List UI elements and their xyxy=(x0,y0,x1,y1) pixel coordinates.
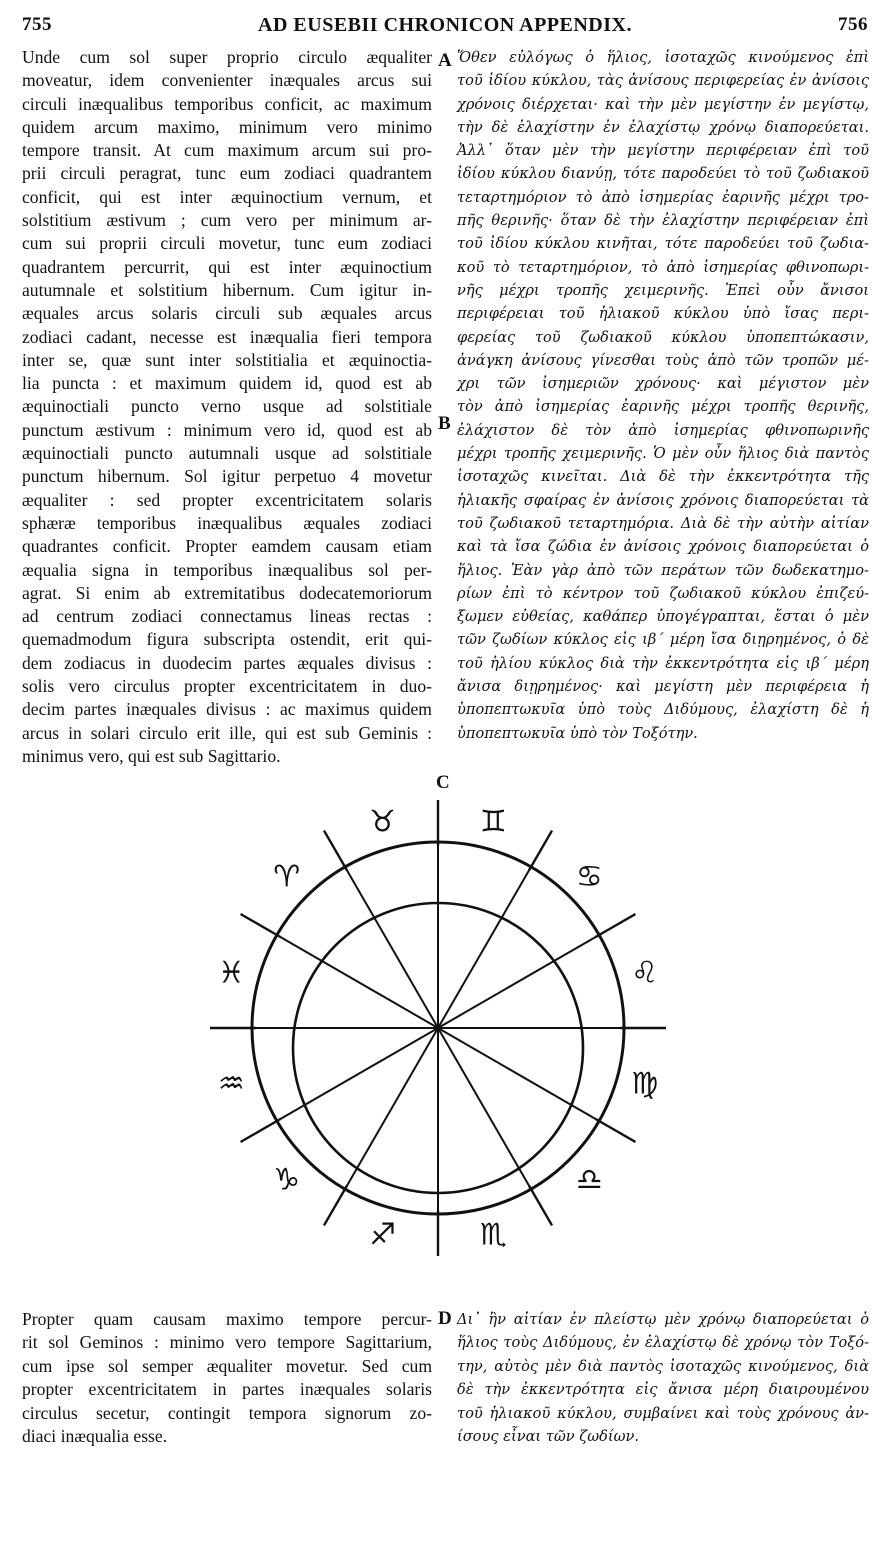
text-line: tempore transit. At cum maximum arcum sui pro- xyxy=(22,140,432,161)
zodiac-sign-icon: ♋ xyxy=(575,859,603,895)
text-line: quadrantes conficit. Propter eamdem causam etiam xyxy=(22,536,432,557)
text-line: τὴν δὲ ἐλαχίστην ἐν ἐλαχίστῳ χρόνῳ διαπορεύεται. xyxy=(457,118,869,136)
left-page-number: 755 xyxy=(22,14,52,35)
division-line xyxy=(345,867,438,1028)
text-line: ἀνάγκη ἀνίσους γίνεσθαι τοὺς ἀπὸ τῶν τροπῶν μέ- xyxy=(457,351,869,369)
division-line xyxy=(438,935,599,1028)
text-line: æquinoctiali puncto autumnali usque ad solstitiale xyxy=(22,443,432,464)
division-line xyxy=(277,935,438,1028)
text-line: lia puncta : et maximum quidem id, quod est ab xyxy=(22,373,432,394)
division-tick xyxy=(529,831,552,871)
text-line: æquales arcus solaris circuli sub æquales arcus xyxy=(22,303,432,324)
greek-column-lower xyxy=(457,1308,869,1448)
text-line: Unde cum sol super proprio circulo æqualiter xyxy=(22,47,432,67)
division-line xyxy=(277,1028,438,1121)
latin-column-upper xyxy=(22,46,432,768)
text-line: φερείας τοῦ ζωδιακοῦ κύκλου ὑποπεπτώκασιν, xyxy=(457,328,869,346)
text-line: solis vero circulus propter excentricitatem in duo- xyxy=(22,676,432,697)
division-line xyxy=(438,1028,599,1121)
text-line: ξωμεν εὐθείας, καθάπερ ὑπογέγραπται, ἔσται ὁ μὲν xyxy=(457,608,869,626)
zodiac-sign-icon: ♏ xyxy=(479,1217,507,1253)
text-line: inter se, quæ sunt inter solstitialia et æquinoctia- xyxy=(22,349,432,370)
text-line: ἰδίου κύκλου διανύῃ, τότε παροδεύει τὸ τοῦ ζωδιακοῦ xyxy=(457,165,869,183)
division-tick xyxy=(324,831,347,871)
text-line: conficit, qui est inter æquinoctium vernum, et xyxy=(22,186,432,207)
text-line: νῆς μέχρι τροπῆς χειμερινῆς. Ἐπεὶ οὖν ἄνισοι xyxy=(457,281,869,299)
text-line: cum sui proprii circuli movetur, tunc eum zodiaci xyxy=(22,233,432,254)
section-marker-b: B xyxy=(438,413,451,434)
text-line: ίσους εἶναι τῶν ζωδίων. xyxy=(457,1428,640,1446)
zodiac-sign-icon: ♐ xyxy=(369,1217,397,1253)
text-line: ad centrum zodiaci connectamus lineas rectas : xyxy=(22,606,432,627)
text-line: μέχρι τροπῆς χειμερινῆς. Ὁ μὲν οὖν ἥλιος διὰ παντὸς xyxy=(457,445,869,463)
text-line: autumnale et solstitium hibernum. Cum igitur in- xyxy=(22,279,432,300)
division-tick xyxy=(324,1186,347,1226)
text-line: circulus secetur, contingit tempora signorum zo- xyxy=(22,1402,432,1423)
text-line: δὲ τὴν ἐκκεντρότητα εἰς ἄνισα μέρη διαιρουμένου xyxy=(457,1381,869,1399)
text-line: πῆς θερινῆς· ὅταν δὲ τὴν ἐλαχίστην περιφέρειαν ἐπὶ xyxy=(457,212,869,230)
text-line: æqualiter : sed propter excentricitatem solaris xyxy=(22,489,432,510)
right-page-number: 756 xyxy=(838,14,868,35)
text-line: sphæræ temporibus inæqualibus æquales zodiaci xyxy=(22,512,432,533)
zodiac-diagram xyxy=(190,800,690,1300)
text-line: ἰσοταχῶς κινεῖται. Διὰ δὲ τὴν ἐκκεντρότητα τῆς xyxy=(457,468,869,486)
text-line: quadrantem percurrit, qui est inter æquinoctium xyxy=(22,256,432,277)
text-line: rit sol Geminos : minimo vero tempore Sagittarium, xyxy=(22,1332,432,1353)
text-line: agrat. Si enim ab extremitatibus dodecatemoriorum xyxy=(22,582,432,603)
text-line: χρι τῶν ἰσημεριῶν χρόνους· καὶ μέγιστον μὲν xyxy=(457,375,869,393)
text-line: quidem arcum maximo, minimum vero minimo xyxy=(22,116,432,137)
text-line: punctum hibernum. Sol igitur perpetuo 4 movetur xyxy=(22,466,432,487)
text-line: prii circuli peragrat, tunc eum zodiaci quadrantem xyxy=(22,163,432,184)
section-marker-d: D xyxy=(438,1308,452,1329)
text-line: minimus vero, qui est sub Sagittario. xyxy=(22,745,281,766)
text-line: æquinoctiali puncto verno usque ad solstitiale xyxy=(22,396,432,417)
text-line: æqualia signa in temporibus inæqualibus sol per- xyxy=(22,559,432,580)
running-title: AD EUSEBII CHRONICON APPENDIX. xyxy=(258,14,632,36)
zodiac-diagram-svg xyxy=(190,800,690,1300)
text-line: τὸν ἀπὸ ἰσημερίας ἐαρινῆς μέχρι τροπῆς θερινῆς, xyxy=(457,398,869,416)
text-line: τῶν ζωδίων κύκλος εἰς ιβ΄ μέρη ἴσα διῃρημένος, ὁ δὲ xyxy=(457,631,869,649)
zodiac-sign-icon: ♎ xyxy=(575,1162,603,1198)
text-line: Δι᾽ ἣν αἰτίαν ἐν πλείστῳ μὲν χρόνῳ διαπορεύεται ὁ xyxy=(457,1311,869,1328)
text-line: τεταρτημόριον τὸ ἀπὸ ἰσημερίας ἐαρινῆς μέχρι τρο- xyxy=(457,188,869,206)
division-tick xyxy=(529,1186,552,1226)
greek-column-upper xyxy=(457,46,869,745)
zodiac-sign-icon: ♉ xyxy=(369,804,397,840)
latin-column-lower xyxy=(22,1308,432,1448)
text-line: cum ipse sol semper æqualiter movetur. Sed cum xyxy=(22,1355,432,1376)
text-line: solstitium æstivum ; cum vero per minimum ar- xyxy=(22,210,432,231)
zodiac-sign-icon: ♍ xyxy=(631,1066,659,1102)
text-line: την, αὐτὸς μὲν διὰ παντὸς ἰσοταχῶς κινούμενος, διὰ xyxy=(457,1357,869,1375)
text-line: περιφέρειαι τοῦ ἡλιακοῦ κύκλου ὑπὸ ἴσας περι- xyxy=(457,305,869,323)
section-marker-c: C xyxy=(436,772,450,793)
text-line: Ὅθεν εὐλόγως ὁ ἥλιος, ἰσοταχῶς κινούμενος ἐπὶ xyxy=(457,49,869,66)
text-line: arcus in solari circulo erit ille, qui est sub Geminis : xyxy=(22,722,432,743)
text-line: Propter quam causam maximo tempore percur- xyxy=(22,1309,432,1329)
text-line: ἐλάχιστον δὲ τὸν ἀπὸ ἰσημερίας φθινοπωρινῆς xyxy=(457,421,869,439)
text-line: moveatur, idem convenienter inæquales arcus sui xyxy=(22,70,432,91)
text-line: ὑποπεπτωκυῖα ὑπὸ τοὺς Διδύμους, ἐλαχίστη δὲ ἡ xyxy=(457,701,869,719)
text-line: ἥλιος. Ἐὰν γὰρ ἀπὸ τῶν περάτων τῶν δωδεκατημο- xyxy=(457,561,869,579)
text-line: Ἀλλ᾽ ὅταν μὲν τὴν μεγίστην περιφέρειαν ἐπὶ τοῦ xyxy=(457,142,869,160)
division-line xyxy=(345,1028,438,1189)
text-line: diaci inæqualia esse. xyxy=(22,1426,168,1447)
text-line: zodiaci cadant, necesse est inæqualia fieri tempora xyxy=(22,326,432,347)
text-line: quemadmodum figura subscripta ostendit, erit qui- xyxy=(22,629,432,650)
zodiac-sign-icon: ♒ xyxy=(217,1066,245,1102)
text-line: dem zodiacus in duodecim partes æquales divisus : xyxy=(22,652,432,673)
text-line: ὑποπεπτωκυῖα ὑπὸ τὸν Τοξότην. xyxy=(457,724,698,742)
text-line: ρίων ἐπὶ τὸ κέντρον τοῦ ζωδιακοῦ κύκλου ἐπιζεύ- xyxy=(457,584,869,602)
text-line: χρόνοις διέρχεται· καὶ τὴν μὲν μεγίστην ἐν μεγίστῳ, xyxy=(457,95,869,113)
zodiac-sign-icon: ♑ xyxy=(273,1162,301,1198)
text-line: καὶ τὰ ἴσα ζώδια ἐν ἀνίσοις χρόνοις διαπορεύεται ὁ xyxy=(457,538,869,556)
division-tick xyxy=(241,1119,281,1142)
text-line: τοῦ ἡλίου κύκλος διὰ τὴν ἐκκεντρότητα εἰς ιβ΄ μέρη xyxy=(457,654,869,672)
text-line: punctum æstivum : minimum vero id, quod est ab xyxy=(22,419,432,440)
text-line: τοῦ ἰδίου κύκλου, τὰς ἀνίσους περιφερείας ἐν ἀνίσοις xyxy=(457,72,869,90)
text-line: τοῦ ζωδιακοῦ τεταρτημόρια. Διὰ δὲ τὴν αὐτὴν αἰτίαν xyxy=(457,514,869,532)
text-line: ἥλιος τοὺς Διδύμους, ἐν ἐλαχίστῳ δὲ χρόνῳ τὸν Τοξό- xyxy=(457,1334,869,1352)
division-line xyxy=(438,867,531,1028)
division-line xyxy=(438,1028,531,1189)
zodiac-sign-icon: ♈ xyxy=(273,859,301,895)
text-line: τοῦ ἰδίου κύκλου κινῆται, τότε παροδεύει τοῦ ζωδια- xyxy=(457,235,869,253)
division-tick xyxy=(241,914,281,937)
text-line: τοῦ ἡλιακοῦ κύκλου, συμβαίνει καὶ τοὺς χρόνους ἀν- xyxy=(457,1404,869,1422)
text-line: circuli inæqualibus temporibus conficit, ac maximum xyxy=(22,93,432,114)
text-line: decim partes inæquales divisus : ac maximus quidem xyxy=(22,699,432,720)
zodiac-sign-icon: ♊ xyxy=(479,804,507,840)
zodiac-sign-icon: ♌ xyxy=(631,955,659,991)
text-line: propter excentricitatem in partes inæquales solaris xyxy=(22,1379,432,1400)
text-line: κοῦ τὸ τεταρτημόριον, τὸ ἀπὸ ἰσημερίας φθινοπωρι- xyxy=(457,258,869,276)
division-tick xyxy=(596,914,636,937)
section-marker-a: A xyxy=(438,50,452,71)
text-line: ἄνισα διῃρημένος· καὶ μεγίστη μὲν περιφέρεια ἡ xyxy=(457,678,869,696)
text-line: ἡλιακῆς σφαίρας ἐν ἀνίσοις χρόνοις διαπορεύεται τὰ xyxy=(457,491,869,509)
division-tick xyxy=(596,1119,636,1142)
zodiac-sign-icon: ♓ xyxy=(217,955,245,991)
